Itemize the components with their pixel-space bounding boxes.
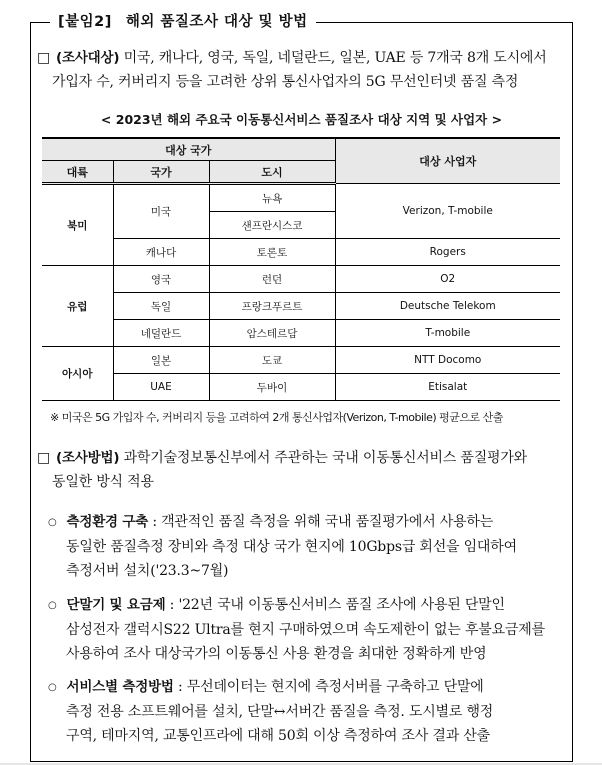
bullet-label: 서비스별 측정방법 <box>66 679 174 695</box>
section-tag: [붙임2] <box>58 14 112 30</box>
bullet-circle-icon: ○ <box>48 682 57 693</box>
header-target-operator: 대상 사업자 <box>335 138 560 184</box>
bullet-line3: 사용하여 조사 대상국가의 이동통신 사용 환경을 최대한 정확하게 반영 <box>66 646 487 662</box>
header-target-country: 대상 국가 <box>42 138 335 161</box>
table-caption: < 2023년 해외 주요국 이동통신서비스 품질조사 대상 지역 및 사업자 > <box>100 112 503 127</box>
country-cell: UAE <box>113 374 209 401</box>
table-row <box>42 347 560 374</box>
bullet-line2: 측정 전용 소프트웨어를 설치, 단말↔서버간 품질을 측정. 도시별로 행정 <box>66 704 494 720</box>
country-cell: 독일 <box>113 293 209 320</box>
city-cell: 뉴욕 <box>209 184 335 212</box>
survey-target-label: (조사대상) <box>56 50 120 66</box>
bullet-label: 측정환경 구축 <box>66 514 149 530</box>
survey-target-line2: 가입자 수, 커버리지 등을 고려한 상위 통신사업자의 5G 무선인터넷 품질 측정 <box>52 74 519 90</box>
section-title-text: 해외 품질조사 대상 및 방법 <box>125 14 308 30</box>
table-footnote: ※ 미국은 5G 가입자 수, 커버리지 등을 고려하여 2개 통신사업자(Verizon, T-mobile) 평균으로 산출 <box>50 411 503 424</box>
city-cell: 두바이 <box>209 374 335 401</box>
checkbox-square-icon: □ <box>37 450 51 466</box>
header-region: 대륙 <box>42 161 113 184</box>
region-cell: 북미 <box>42 184 113 266</box>
bullet-separator: : <box>148 514 162 530</box>
table-row <box>42 266 560 293</box>
bullet-line3: 구역, 테마지역, 교통인프라에 대해 50회 이상 측정하여 조사 결과 산출 <box>66 728 490 744</box>
bullet-separator: : <box>173 679 187 695</box>
table-row <box>42 184 560 212</box>
bullet-line3: 측정서버 설치('23.3~7월) <box>66 563 229 579</box>
table-row <box>42 320 560 347</box>
table-row <box>42 374 560 401</box>
survey-target-line1: 미국, 캐나다, 영국, 독일, 네덜란드, 일본, UAE 등 7개국 8개 도시에서 <box>123 50 547 66</box>
survey-method-label: (조사방법) <box>56 450 120 466</box>
operator-cell: Rogers <box>335 239 560 266</box>
survey-method-line1: 과학기술정보통신부에서 주관하는 국내 이동통신서비스 품질평가와 <box>123 450 528 466</box>
bullet-line2: 동일한 품질측정 장비와 측정 대상 국가 현지에 10Gbps급 회선을 임대하여 <box>66 539 517 555</box>
survey-method-paragraph <box>37 446 572 494</box>
survey-method-line2: 동일한 방식 적용 <box>52 474 154 490</box>
bullet-label: 단말기 및 요금제 <box>66 597 166 613</box>
operator-cell: T-mobile <box>335 320 560 347</box>
bullet-measurement-environment <box>48 510 570 583</box>
city-cell: 런던 <box>209 266 335 293</box>
survey-target-paragraph <box>37 46 572 94</box>
bullet-device-and-plan <box>48 593 570 666</box>
country-cell: 일본 <box>113 347 209 374</box>
bullet-separator: : <box>165 597 179 613</box>
operator-cell: O2 <box>335 266 560 293</box>
operator-cell: Deutsche Telekom <box>335 293 560 320</box>
bullet-line2: 삼성전자 갤럭시S22 Ultra를 현지 구매하였으며 속도제한이 없는 후불요금제를 <box>66 622 545 638</box>
table-row <box>42 239 560 266</box>
bullet-line1: 객관적인 품질 측정을 위해 국내 품질평가에서 사용하는 <box>161 514 494 530</box>
country-cell: 네덜란드 <box>113 320 209 347</box>
city-cell: 암스테르담 <box>209 320 335 347</box>
region-cell: 유럽 <box>42 266 113 347</box>
city-cell: 도쿄 <box>209 347 335 374</box>
bullet-line1: 무선데이터는 현지에 측정서버를 구축하고 단말에 <box>186 679 484 695</box>
country-cell: 캐나다 <box>113 239 209 266</box>
survey-target-table <box>42 137 560 401</box>
bullet-measurement-method <box>48 675 570 748</box>
operator-cell: NTT Docomo <box>335 347 560 374</box>
operator-cell: Verizon, T-mobile <box>335 184 560 239</box>
region-cell: 아시아 <box>42 347 113 401</box>
bullet-circle-icon: ○ <box>48 517 57 528</box>
city-cell: 샌프란시스코 <box>209 212 335 239</box>
bullet-line1: '22년 국내 이동통신서비스 품질 조사에 사용된 단말인 <box>178 597 505 613</box>
checkbox-square-icon: □ <box>37 50 51 66</box>
city-cell: 프랑크푸르트 <box>209 293 335 320</box>
country-cell: 미국 <box>113 184 209 239</box>
section-title <box>50 10 316 31</box>
header-city: 도시 <box>209 161 335 184</box>
bullet-circle-icon: ○ <box>48 600 57 611</box>
country-cell: 영국 <box>113 266 209 293</box>
operator-cell: Etisalat <box>335 374 560 401</box>
city-cell: 토론토 <box>209 239 335 266</box>
table-row <box>42 293 560 320</box>
header-country: 국가 <box>113 161 209 184</box>
